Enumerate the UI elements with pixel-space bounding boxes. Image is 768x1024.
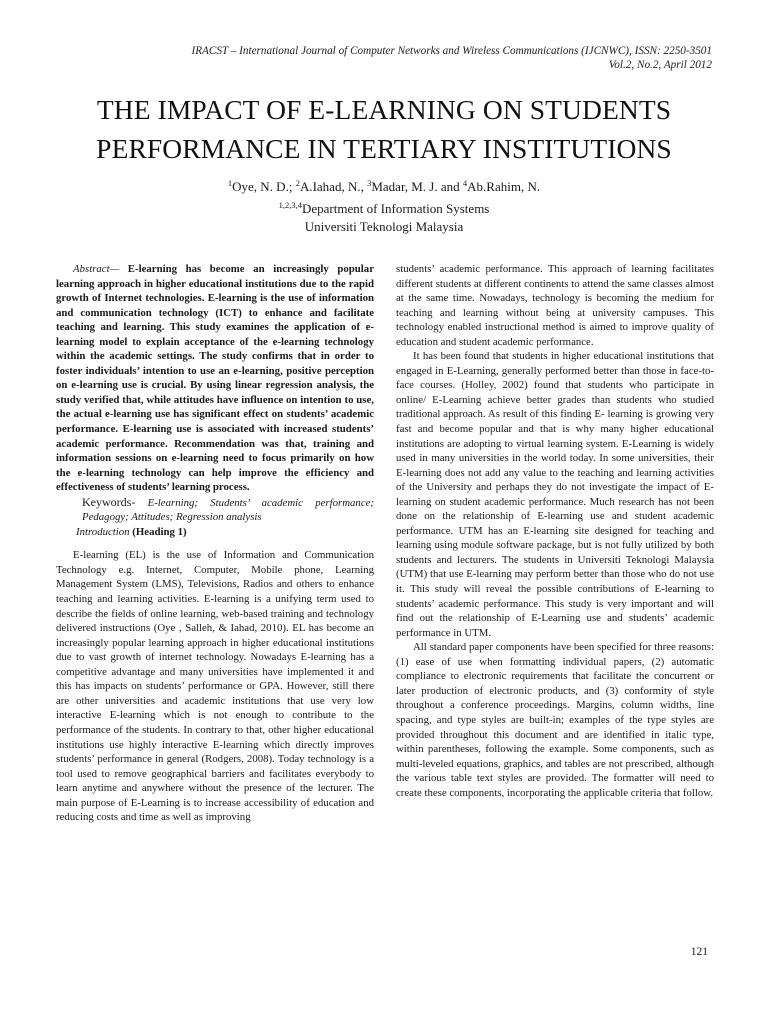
author-2-affiliation: 2 [295, 178, 300, 188]
right-column [396, 262, 714, 800]
author-block [0, 174, 768, 236]
author-3-name: Madar, M. J. and [371, 179, 463, 194]
author-1-affiliation: 1 [227, 178, 233, 188]
author-4-name: Ab.Rahim, N. [467, 179, 541, 194]
keywords-text: E-learning; Students’ academic performance; Pedagogy; Attitudes; Regression analysis [82, 496, 374, 524]
department-name: Department of Information Systems [301, 201, 490, 216]
abstract [56, 262, 374, 495]
journal-header [191, 44, 712, 72]
keywords [56, 495, 374, 525]
department-affiliation: 1,2,3,4 [278, 200, 302, 210]
intro-paragraph-3: All standard paper components have been specified for three reasons: (1) ease of use when formatting individual papers, (2) automatic compliance to electronic requirements that facilitate the concurrent or later production of electronic products, and (3) conformity of style throughout a conference proceedings. Margins, column widths, line spacing, and type styles are built-in; examples of the type styles are provided throughout this document and are identified in italic type, within parentheses, following the example. Some components, such as multi-leveled equations, graphics, and tables are not prescribed, although the various table text styles are provided. The formatter will need to create these components, incorporating the applicable criteria that follow. [396, 641, 714, 799]
paper-title [40, 90, 728, 168]
author-4-affiliation: 4 [462, 178, 468, 188]
university-name: Universiti Teknologi Malaysia [304, 219, 464, 234]
keywords-lead: Keywords- [82, 494, 136, 509]
author-2-name: A.Iahad, N., [299, 179, 368, 194]
intro-paragraph-1-continued: students’ academic performance. This approach of learning facilitates different students at different continents to attend the same classes almost at the same time. Nowadays, technology is becoming the medium for teaching and learning without being at university campuses. This technology enabled instructional method is aimed to improve quality of education and student academic performance. [396, 263, 714, 348]
section-heading-note: (Heading 1) [129, 525, 187, 538]
author-3-affiliation: 3 [367, 178, 372, 188]
paper-title-line-2: PERFORMANCE IN TERTIARY INSTITUTIONS [96, 133, 672, 164]
journal-citation: IRACST – International Journal of Computer Networks and Wireless Communications (IJCNWC), ISSN: 2250-3501 [191, 45, 712, 57]
page-number: 121 [690, 946, 708, 958]
left-column [56, 262, 374, 825]
abstract-lead: Abstract— [73, 263, 120, 275]
journal-volume: Vol.2, No.2, April 2012 [608, 59, 712, 71]
intro-paragraph-1: E-learning (EL) is the use of Information and Communication Technology e.g. Internet, Computer, Mobile phone, Learning Management System (LMS), Televisions, Radios and others to enhance teaching and learning activities. E-learning is a unifying term used to describe the fields of online learning, web-based training and technology delivered instructions (Oye , Salleh, & Iahad, 2010). EL has become an increasingly popular learning approach in higher educational institutions due to vast growth of internet technology. Nowadays E-learning has a competitive advantage and many universities have implemented it and this has impacts on students’ performance or GPA. However, still there are other universities and academic institutions that use very low interactive E-learning which is not enough to contribute to the performance of the students. In contrary to that, other higher educational institutions use highly interactive E-learning which directly improves students’ performance in general (Rodgers, 2008). Today technology is a tool used to remove geographical barriers and facilitates everybody to learn anytime and anywhere without the presence of the lecturer. The main purpose of E-Learning is to increase accessibility of education and reducing costs and time as well as improving [56, 549, 374, 824]
author-1-name: Oye, N. D.; [232, 179, 296, 194]
abstract-text: E-learning has become an increasingly popular learning approach in higher educational institutions due to the rapid growth of Internet technologies. E-learning is the use of information and communication technology (ICT) to enhance and facilitate teaching and learning. This study examines the application of e-learning model to explain acceptance of the e-learning technology within the academic settings. The study confirms that in order to foster individuals’ intention to use an e-learning, positive perception on e-learning use is crucial. By using linear regression analysis, the study verified that, while attitudes have influence on intention to use, the actual e-learning use has significant effect on students’ academic performance. E-learning use is associated with increased students’ academic performance. Recommendation was that, training and information sessions on e-learning need to focus primarily on how the e-learning technology can help improve the efficiency and effectiveness of students’ learning process. [56, 263, 374, 494]
author-list [0, 174, 768, 196]
department-line [0, 196, 768, 218]
section-heading-title: Introduction [76, 525, 130, 538]
intro-paragraph-2: It has been found that students in higher educational institutions that engaged in E-Learning, generally performed better than those in face-to-face courses. (Holley, 2002) found that students who participate in online/ E-Learning achieve better grades than students who studied traditional approach. As result of this finding E- learning is growing very fast and become popular and that is why many higher educational institutions are adopting to virtual learning system. E-Learning is widely used in many universities in the world today. In some universities, their E-learning does not add any value to the teaching and learning activities of the University and perhaps they do not investigate the impact of E-learning on student academic performance. Much research has not been done on the relationship of E-learning use and student academic performance. UTM has an E-learning site designed for teaching and learning using module software package, but is not fully utilized by both students and lecturers. The students in Universiti Teknologi Malaysia (UTM) that use E-learning may perform better than those who do not use it. This study will reveal the possible contributions of E-learning to students’ academic performance. This study is very important and will find out the relationship of E-Learning use and students’ academic performance in UTM. [396, 350, 714, 639]
paper-title-line-1: THE IMPACT OF E-LEARNING ON STUDENTS [96, 94, 672, 125]
section-heading [56, 525, 374, 540]
